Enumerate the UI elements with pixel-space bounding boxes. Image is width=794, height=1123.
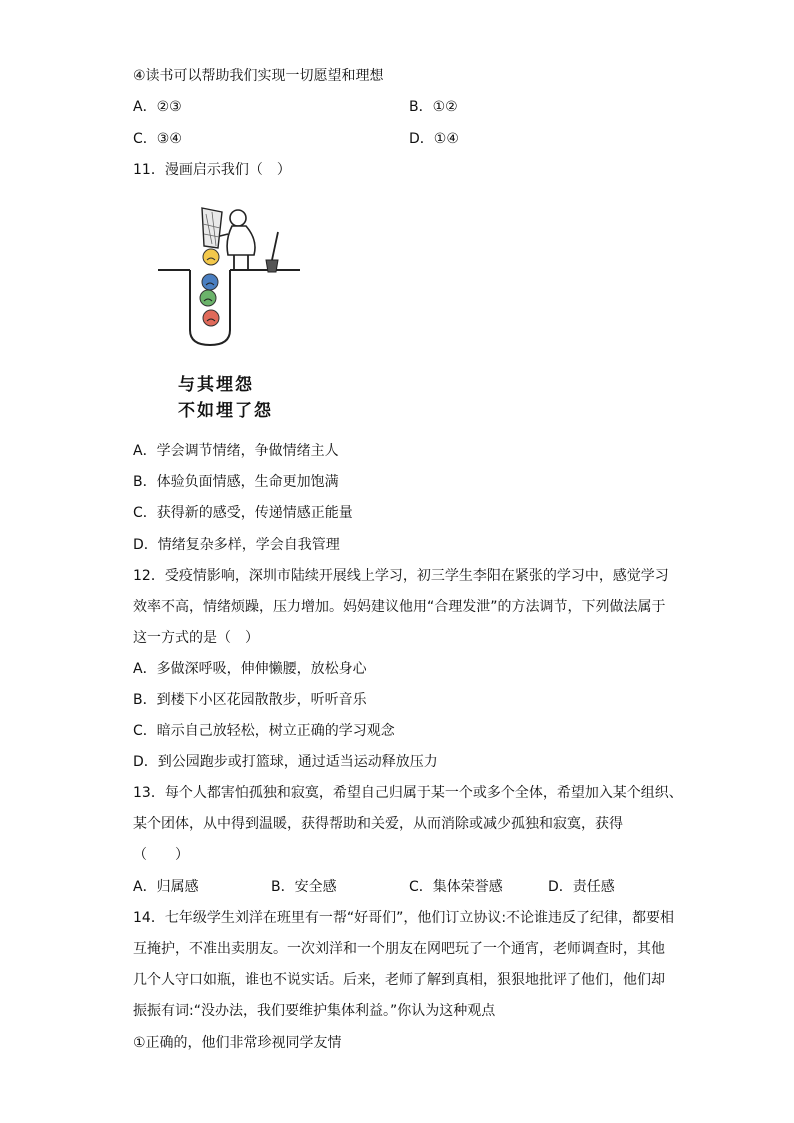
q11-stem: 11．漫画启示我们（ ） <box>133 162 291 178</box>
q14-stem-line-4: 振振有词:“没办法，我们要维护集体利益。”你认为这种观点 <box>133 1003 496 1019</box>
q12-option-b: B．到楼下小区花园散散步，听听音乐 <box>133 692 367 708</box>
q13-option-c: C．集体荣誉感 <box>409 879 503 895</box>
q11-option-d: D．情绪复杂多样，学会自我管理 <box>133 537 340 553</box>
cartoon-caption-line-1: 与其埋怨 <box>178 375 254 395</box>
q12-stem-line-2: 效率不高，情绪烦躁，压力增加。妈妈建议他用“合理发泄”的方法调节，下列做法属于 <box>133 599 666 615</box>
q13-stem-line-2: 某个团体，从中得到温暖，获得帮助和关爱，从而消除或减少孤独和寂寞，获得 <box>133 816 623 832</box>
q11-option-a: A．学会调节情绪，争做情绪主人 <box>133 443 339 459</box>
q14-stem-line-3: 几个人守口如瓶，谁也不说实话。后来，老师了解到真相，狠狠地批评了他们，他们却 <box>133 972 665 988</box>
q12-stem-line-3: 这一方式的是（ ） <box>133 630 259 646</box>
q14-stem-line-1: 14．七年级学生刘洋在班里有一帮“好哥们”，他们订立协议:不论谁违反了纪律，都要相 <box>133 910 675 926</box>
q10-item-4: ④读书可以帮助我们实现一切愿望和理想 <box>133 68 384 84</box>
q10-option-c: C．③④ <box>133 131 182 147</box>
q13-stem-line-1: 13．每个人都害怕孤独和寂寞，希望自己归属于某一个或多个全体，希望加入某个组织、 <box>133 785 683 801</box>
cartoon-image <box>150 200 330 430</box>
q11-option-c: C．获得新的感受，传递情感正能量 <box>133 505 353 521</box>
cartoon-caption-line-2: 不如埋了怨 <box>178 401 273 421</box>
q13-option-b: B．安全感 <box>271 879 337 895</box>
q13-stem-line-3: （ ） <box>133 847 189 863</box>
q14-stem-line-2: 互掩护，不准出卖朋友。一次刘洋和一个朋友在网吧玩了一个通宵，老师调查时，其他 <box>133 941 665 957</box>
q12-option-a: A．多做深呼吸，伸伸懒腰，放松身心 <box>133 661 367 677</box>
q10-option-d: D．①④ <box>409 131 459 147</box>
q14-item-1: ①正确的，他们非常珍视同学友情 <box>133 1035 342 1051</box>
q13-option-a: A．归属感 <box>133 879 199 895</box>
q12-option-d: D．到公园跑步或打篮球，通过适当运动释放压力 <box>133 754 438 770</box>
q12-stem-line-1: 12．受疫情影响，深圳市陆续开展线上学习，初三学生李阳在紧张的学习中，感觉学习 <box>133 568 669 584</box>
q13-option-d: D．责任感 <box>548 879 615 895</box>
q10-option-b: B．①② <box>409 99 458 115</box>
q12-option-c: C．暗示自己放轻松，树立正确的学习观念 <box>133 723 395 739</box>
q11-option-b: B．体验负面情感，生命更加饱满 <box>133 474 339 490</box>
q10-option-a: A．②③ <box>133 99 182 115</box>
